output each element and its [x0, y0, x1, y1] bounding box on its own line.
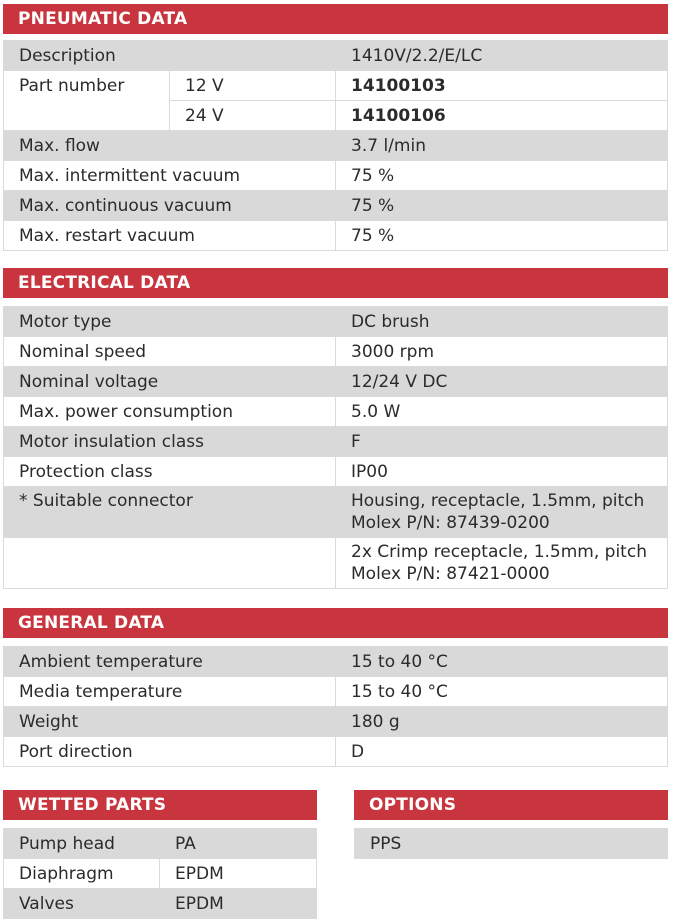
row-value: 75 %	[336, 221, 668, 251]
connector-label: * Suitable connector	[4, 487, 336, 538]
part-12v-label: 12 V	[170, 71, 336, 101]
description-value: 1410V/2.2/E/LC	[336, 41, 668, 71]
pneumatic-data-table	[3, 40, 668, 251]
general-data-header: GENERAL DATA	[3, 608, 668, 638]
row-value: EPDM	[160, 859, 317, 889]
wetted-parts-header: WETTED PARTS	[3, 790, 317, 820]
electrical-data-table	[3, 306, 668, 589]
electrical-data-section	[3, 268, 668, 589]
connector-2-line1: 2x Crimp receptacle, 1.5mm, pitch	[351, 542, 647, 562]
table-row	[4, 191, 668, 221]
row-label: Motor insulation class	[4, 427, 336, 457]
pneumatic-data-section	[3, 4, 668, 251]
table-row	[4, 859, 317, 889]
row-label: Ambient temperature	[4, 647, 336, 677]
table-row	[4, 367, 668, 397]
general-data-table	[3, 646, 668, 767]
table-row	[4, 101, 668, 131]
table-row	[4, 737, 668, 767]
part-number-label: Part number	[4, 71, 170, 101]
table-row	[4, 307, 668, 337]
row-label: Media temperature	[4, 677, 336, 707]
row-label: Pump head	[4, 829, 160, 859]
row-value: DC brush	[336, 307, 668, 337]
row-label: Max. power consumption	[4, 397, 336, 427]
row-label: Valves	[4, 889, 160, 919]
row-value: D	[336, 737, 668, 767]
row-value: 75 %	[336, 191, 668, 221]
general-data-section	[3, 608, 668, 767]
table-row	[4, 71, 668, 101]
part-number-spacer	[4, 101, 170, 131]
row-value: 12/24 V DC	[336, 367, 668, 397]
row-value: 15 to 40 °C	[336, 647, 668, 677]
table-row	[4, 647, 668, 677]
table-row	[4, 677, 668, 707]
row-label: Protection class	[4, 457, 336, 487]
row-value: EPDM	[160, 889, 317, 919]
row-label: Motor type	[4, 307, 336, 337]
connector-spacer	[4, 538, 336, 589]
part-24v-label: 24 V	[170, 101, 336, 131]
row-value: 75 %	[336, 161, 668, 191]
row-value: 15 to 40 °C	[336, 677, 668, 707]
option-value: PPS	[355, 829, 668, 859]
table-row	[4, 457, 668, 487]
row-value: 5.0 W	[336, 397, 668, 427]
row-label: Max. intermittent vacuum	[4, 161, 336, 191]
pneumatic-data-header: PNEUMATIC DATA	[3, 4, 668, 34]
row-value: 3000 rpm	[336, 337, 668, 367]
part-12v-value: 14100103	[336, 71, 668, 101]
row-label: Port direction	[4, 737, 336, 767]
row-value: 3.7 l/min	[336, 131, 668, 161]
row-label: Max. continuous vacuum	[4, 191, 336, 221]
table-row	[4, 221, 668, 251]
description-label: Description	[4, 41, 336, 71]
connector-1-line1: Housing, receptacle, 1.5mm, pitch	[351, 491, 645, 511]
wetted-parts-section	[3, 790, 317, 919]
row-label: Diaphragm	[4, 859, 160, 889]
options-header: OPTIONS	[354, 790, 668, 820]
row-value: PA	[160, 829, 317, 859]
row-label: Max. restart vacuum	[4, 221, 336, 251]
table-row	[4, 829, 317, 859]
table-row	[4, 131, 668, 161]
table-row	[4, 397, 668, 427]
table-row	[4, 161, 668, 191]
wetted-parts-table	[3, 828, 317, 919]
table-row	[4, 487, 668, 538]
options-section	[354, 790, 668, 859]
row-label: Weight	[4, 707, 336, 737]
table-row	[355, 829, 668, 859]
connector-2-line2: Molex P/N: 87421-0000	[351, 564, 550, 584]
table-row	[4, 889, 317, 919]
table-row	[4, 707, 668, 737]
row-label: Max. flow	[4, 131, 336, 161]
table-row	[4, 538, 668, 589]
table-row	[4, 337, 668, 367]
row-value: F	[336, 427, 668, 457]
table-row	[4, 427, 668, 457]
electrical-data-header: ELECTRICAL DATA	[3, 268, 668, 298]
row-value: 180 g	[336, 707, 668, 737]
connector-1-line2: Molex P/N: 87439-0200	[351, 513, 550, 533]
connector-2-value	[336, 538, 668, 589]
options-table	[354, 828, 668, 859]
row-value: IP00	[336, 457, 668, 487]
table-row	[4, 41, 668, 71]
row-label: Nominal voltage	[4, 367, 336, 397]
row-label: Nominal speed	[4, 337, 336, 367]
part-24v-value: 14100106	[336, 101, 668, 131]
connector-1-value	[336, 487, 668, 538]
